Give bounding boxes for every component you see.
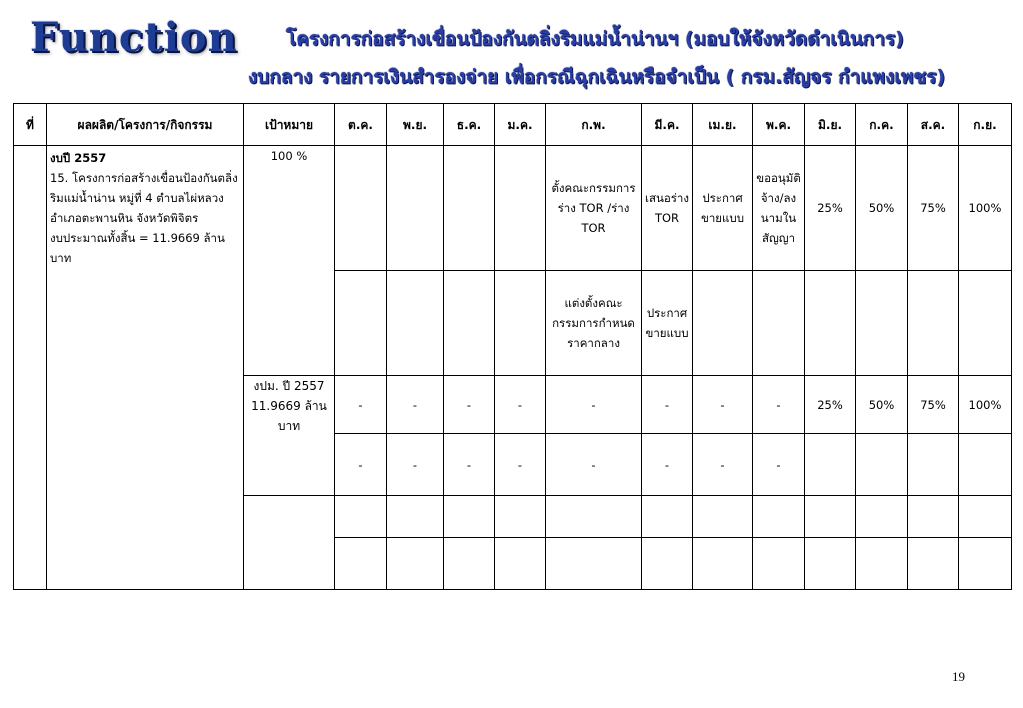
table-cell bbox=[495, 271, 546, 376]
table-cell: ขออนุมัติจ้าง/ลงนามในสัญญา bbox=[753, 146, 805, 271]
table-cell: เสนอร่าง TOR bbox=[642, 146, 693, 271]
col-header-aug: ส.ค. bbox=[908, 104, 959, 146]
table-cell bbox=[335, 146, 387, 271]
table-cell: 50% bbox=[856, 376, 908, 434]
table-cell: - bbox=[546, 376, 642, 434]
table-cell bbox=[753, 538, 805, 590]
table-cell bbox=[805, 271, 856, 376]
header-row bbox=[14, 104, 1012, 146]
cell-no bbox=[14, 146, 47, 590]
table-cell bbox=[387, 146, 444, 271]
schedule-table bbox=[13, 103, 1012, 590]
table-cell: - bbox=[753, 434, 805, 496]
table-row bbox=[14, 146, 1012, 271]
table-cell bbox=[444, 146, 495, 271]
project-budget: งบประมาณทั้งสิ้น = 11.9669 ล้านบาท bbox=[50, 231, 225, 265]
table-cell bbox=[805, 434, 856, 496]
table-cell bbox=[444, 496, 495, 538]
col-header-may: พ.ค. bbox=[753, 104, 805, 146]
table-cell bbox=[642, 538, 693, 590]
table-cell bbox=[546, 538, 642, 590]
table-cell: - bbox=[495, 376, 546, 434]
col-header-oct: ต.ค. bbox=[335, 104, 387, 146]
table-cell bbox=[387, 538, 444, 590]
col-header-jun: มิ.ย. bbox=[805, 104, 856, 146]
table-cell: - bbox=[335, 434, 387, 496]
col-header-nov: พ.ย. bbox=[387, 104, 444, 146]
col-header-target: เป้าหมาย bbox=[244, 104, 335, 146]
table-cell bbox=[856, 434, 908, 496]
table-cell bbox=[959, 271, 1012, 376]
col-header-product: ผลผลิต/โครงการ/กิจกรรม bbox=[47, 104, 244, 146]
table-cell: - bbox=[387, 376, 444, 434]
table-cell bbox=[856, 271, 908, 376]
page-number: 19 bbox=[952, 669, 965, 684]
table-cell: 75% bbox=[908, 146, 959, 271]
table-cell bbox=[693, 496, 753, 538]
table-cell: แต่งตั้งคณะกรรมการกำหนดราคากลาง bbox=[546, 271, 642, 376]
table-cell bbox=[856, 496, 908, 538]
table-cell bbox=[335, 496, 387, 538]
table-cell: - bbox=[642, 376, 693, 434]
table-cell: 100% bbox=[959, 146, 1012, 271]
table-cell: - bbox=[642, 434, 693, 496]
table-cell bbox=[495, 496, 546, 538]
table-cell: - bbox=[387, 434, 444, 496]
table-cell bbox=[908, 434, 959, 496]
budget-year: งบปี 2557 bbox=[50, 151, 107, 165]
table-cell bbox=[642, 496, 693, 538]
target-percent: 100 % bbox=[244, 146, 335, 376]
table-cell: 25% bbox=[805, 376, 856, 434]
table-cell bbox=[959, 434, 1012, 496]
table-cell bbox=[444, 538, 495, 590]
col-header-feb: ก.พ. bbox=[546, 104, 642, 146]
table-cell: 100% bbox=[959, 376, 1012, 434]
table-cell: - bbox=[444, 434, 495, 496]
table-cell bbox=[444, 271, 495, 376]
table-cell bbox=[335, 538, 387, 590]
table-cell: - bbox=[753, 376, 805, 434]
table-cell bbox=[335, 271, 387, 376]
table-cell: - bbox=[495, 434, 546, 496]
col-header-jul: ก.ค. bbox=[856, 104, 908, 146]
table-cell: - bbox=[444, 376, 495, 434]
table-cell bbox=[387, 496, 444, 538]
table-cell bbox=[856, 538, 908, 590]
table-cell: - bbox=[693, 434, 753, 496]
title-line-2: งบกลาง รายการเงินสำรองจ่าย เพื่อกรณีฉุกเฉินหรือจำเป็น ( กรม.สัญจร กำแพงเพชร) bbox=[248, 66, 946, 88]
col-header-jan: ม.ค. bbox=[495, 104, 546, 146]
table-cell bbox=[495, 146, 546, 271]
table-cell: ประกาศขายแบบ bbox=[642, 271, 693, 376]
project-description bbox=[47, 146, 244, 590]
table-cell bbox=[959, 496, 1012, 538]
col-header-apr: เม.ย. bbox=[693, 104, 753, 146]
table-cell: 50% bbox=[856, 146, 908, 271]
table-cell bbox=[753, 496, 805, 538]
table-cell bbox=[908, 496, 959, 538]
table-cell bbox=[908, 271, 959, 376]
col-header-sep: ก.ย. bbox=[959, 104, 1012, 146]
table-cell bbox=[546, 496, 642, 538]
table-cell bbox=[244, 496, 335, 590]
table-cell: 75% bbox=[908, 376, 959, 434]
table-cell bbox=[959, 538, 1012, 590]
function-logo: Function bbox=[30, 14, 238, 61]
table-cell bbox=[495, 538, 546, 590]
table-cell bbox=[805, 538, 856, 590]
col-header-dec: ธ.ค. bbox=[444, 104, 495, 146]
col-header-no: ที่ bbox=[14, 104, 47, 146]
table-cell bbox=[693, 538, 753, 590]
table-cell: 25% bbox=[805, 146, 856, 271]
project-name: 15. โครงการก่อสร้างเขื่อนป้องกันตลิ่งริมแม่น้ำน่าน หมู่ที่ 4 ตำบลไผ่หลวง อำเภอตะพานหิน จังหวัดพิจิตร bbox=[50, 171, 238, 225]
table-cell bbox=[908, 538, 959, 590]
table-cell bbox=[387, 271, 444, 376]
table-cell: ประกาศขายแบบ bbox=[693, 146, 753, 271]
col-header-mar: มี.ค. bbox=[642, 104, 693, 146]
table-cell: - bbox=[335, 376, 387, 434]
table-cell: ตั้งคณะกรรมการร่าง TOR /ร่าง TOR bbox=[546, 146, 642, 271]
table-cell bbox=[805, 496, 856, 538]
table-cell: - bbox=[693, 376, 753, 434]
table-cell: - bbox=[546, 434, 642, 496]
table-cell bbox=[753, 271, 805, 376]
title-line-1: โครงการก่อสร้างเขื่อนป้องกันตลิ่งริมแม่น้ำน่านฯ (มอบให้จังหวัดดำเนินการ) bbox=[286, 28, 904, 50]
target-budget: งปม. ปี 2557 11.9669 ล้านบาท bbox=[244, 376, 335, 496]
table-cell bbox=[693, 271, 753, 376]
